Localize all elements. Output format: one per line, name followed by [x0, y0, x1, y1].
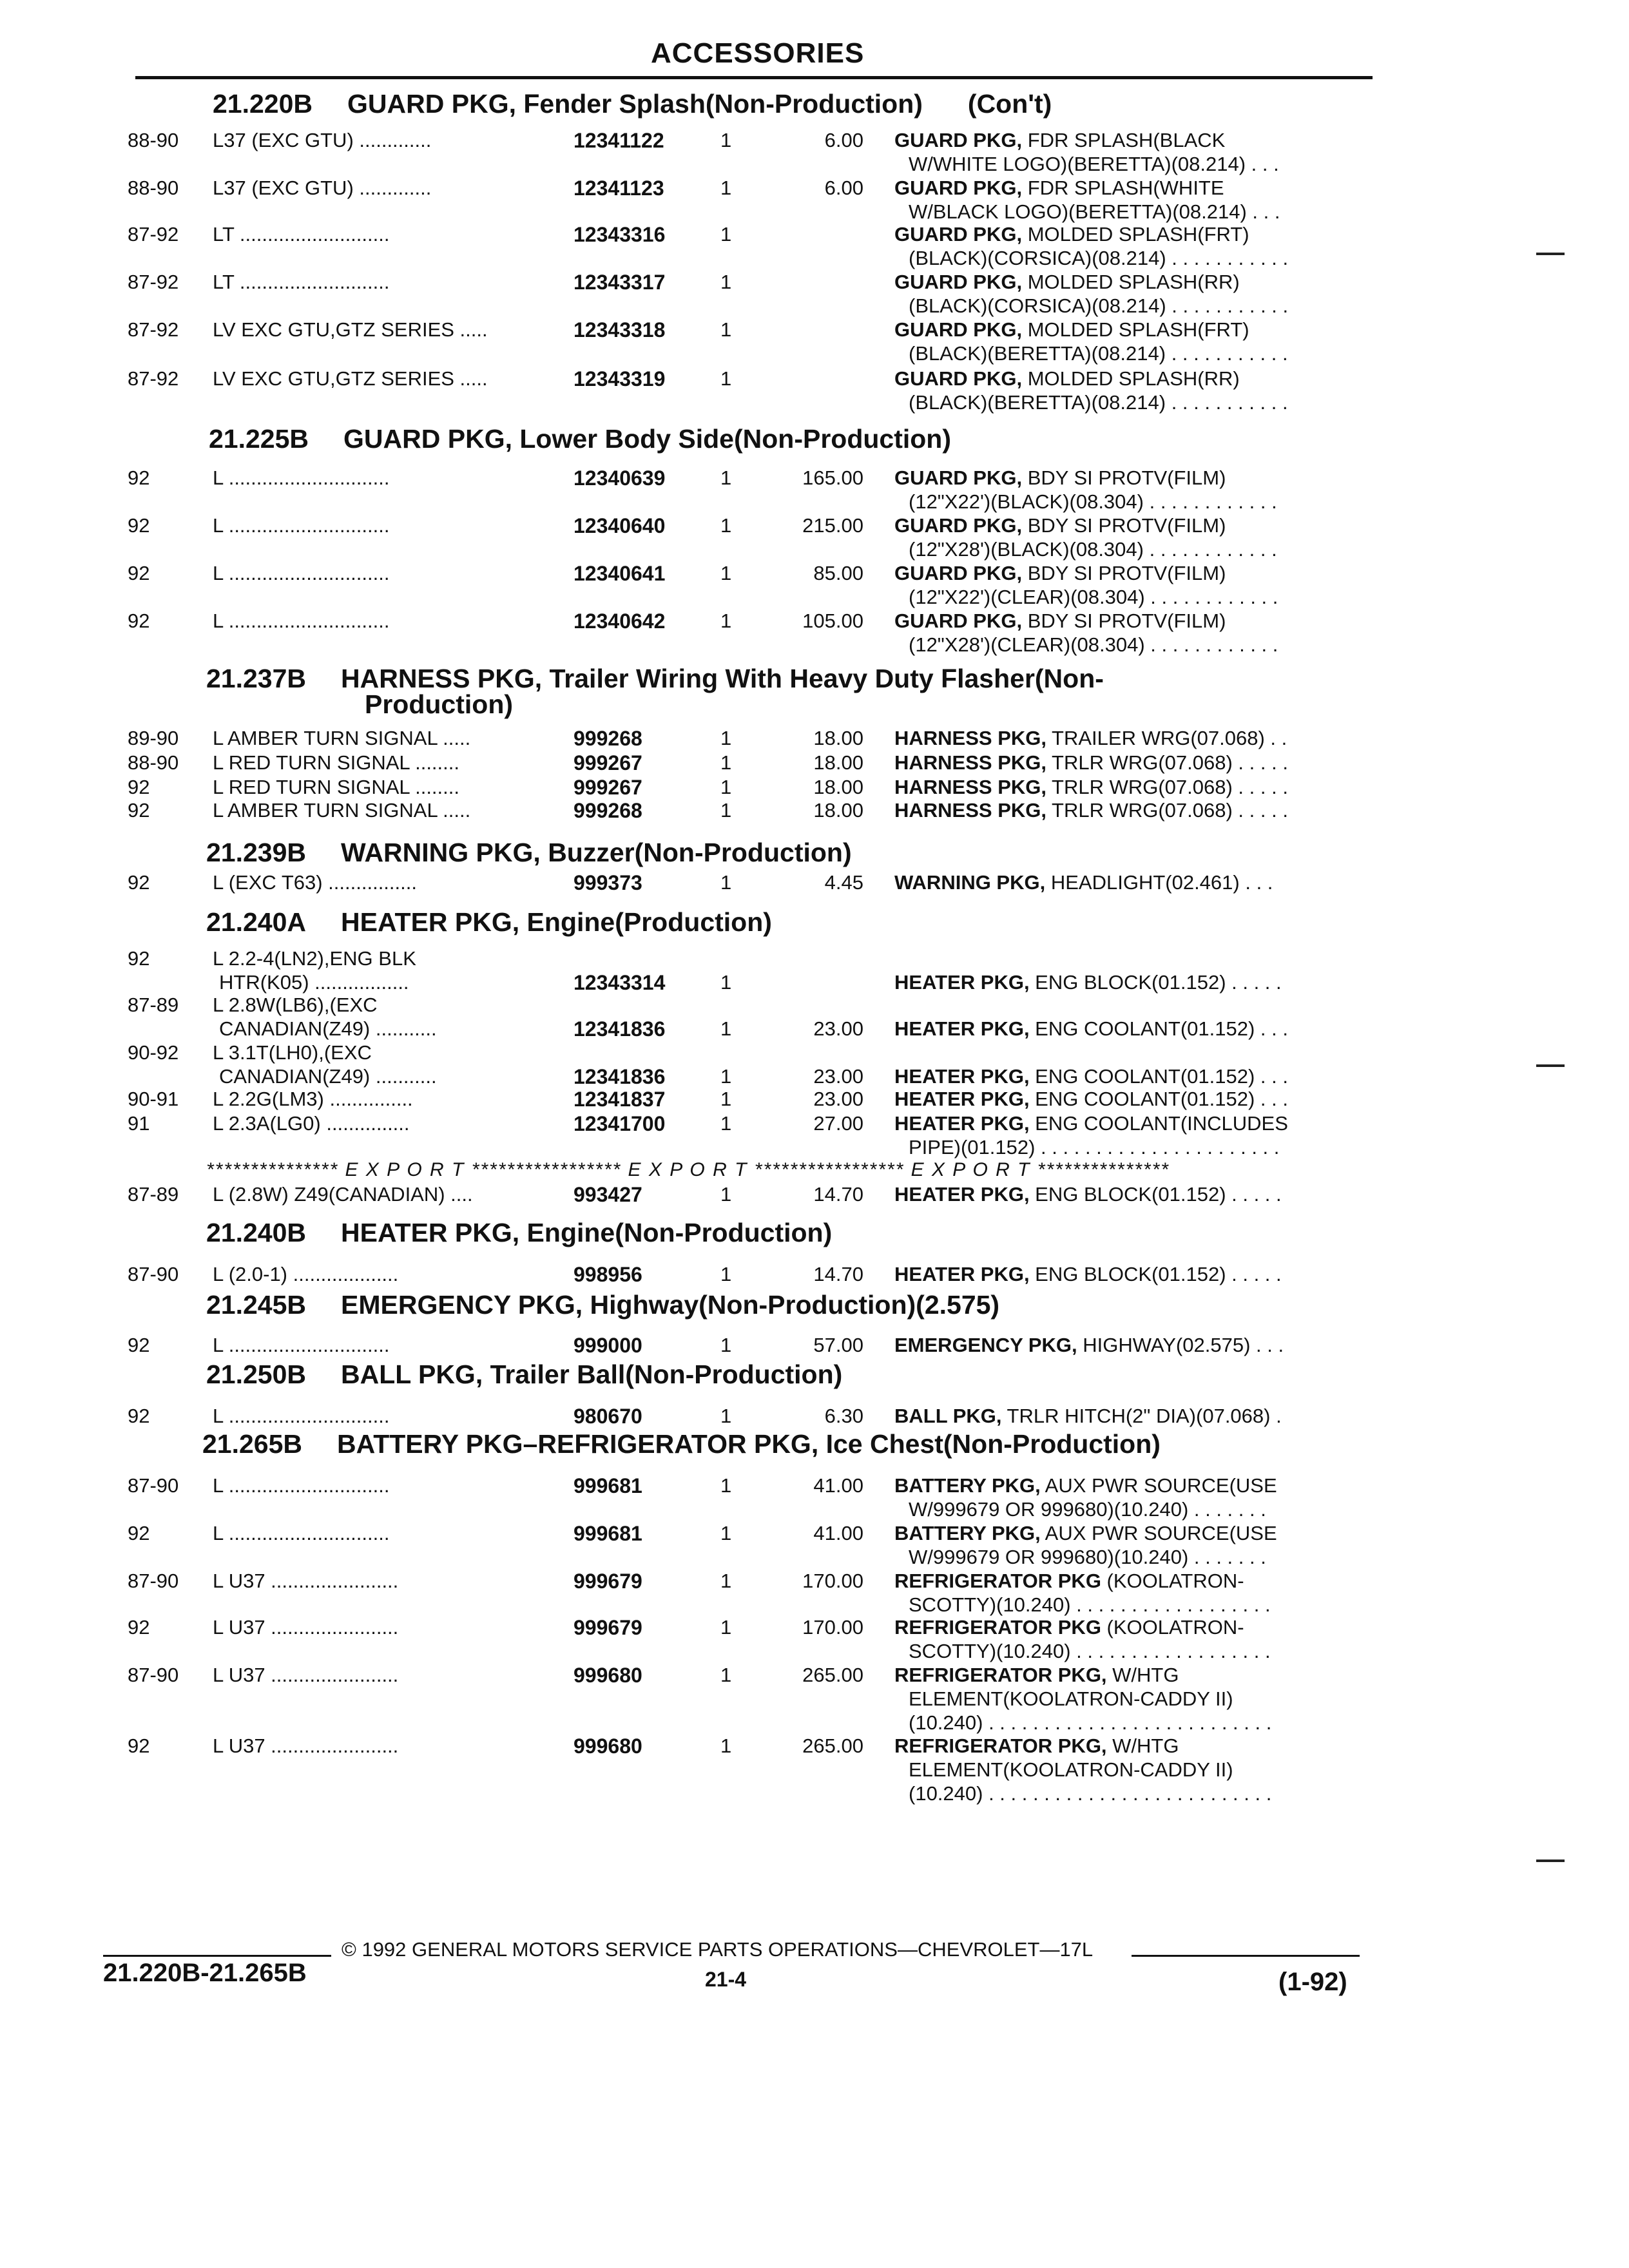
model-years: 92	[128, 1405, 150, 1427]
model-years: 87-90	[128, 1570, 179, 1592]
quantity: 1	[720, 610, 732, 632]
description-keyword: GUARD PKG,	[894, 129, 1023, 151]
part-description: GUARD PKG, MOLDED SPLASH(RR)	[894, 271, 1240, 293]
part-description: BALL PKG, TRLR HITCH(2" DIA)(07.068) .	[894, 1405, 1282, 1427]
footer-date: (1-92)	[1278, 1968, 1347, 1996]
parts-row	[0, 799, 1629, 822]
section-heading	[209, 424, 951, 454]
part-description: EMERGENCY PKG, HIGHWAY(02.575) . . .	[894, 1334, 1284, 1356]
section-heading	[206, 664, 1104, 693]
model-years: 88-90	[128, 177, 179, 199]
section-title: HEATER PKG, Engine(Non-Production)	[341, 1218, 833, 1247]
description-keyword: GUARD PKG,	[894, 367, 1023, 390]
quantity: 1	[720, 751, 732, 774]
price: 41.00	[813, 1522, 863, 1544]
part-description: REFRIGERATOR PKG (KOOLATRON-	[894, 1570, 1244, 1592]
model-usage: L37 (EXC GTU) .............	[213, 177, 432, 199]
model-years: 92	[128, 947, 150, 970]
model-usage: L U37 .......................	[213, 1570, 399, 1592]
quantity: 1	[720, 727, 732, 749]
model-years: 87-90	[128, 1263, 179, 1285]
model-usage: L .............................	[213, 466, 390, 489]
model-usage: L .............................	[213, 562, 390, 584]
part-description: HARNESS PKG, TRLR WRG(07.068) . . . . .	[894, 799, 1288, 822]
description-cont: (12"X22')(CLEAR)(08.304) . . . . . . . . . . . .	[909, 586, 1278, 608]
footer-copyright: © 1992 GENERAL MOTORS SERVICE PARTS OPERATIONS—CHEVROLET—17L	[342, 1938, 1094, 1961]
part-description: HARNESS PKG, TRLR WRG(07.068) . . . . .	[894, 751, 1288, 774]
part-description: HEATER PKG, ENG BLOCK(01.152) . . . . .	[894, 1263, 1282, 1285]
part-number: 999680	[574, 1664, 642, 1687]
price: 18.00	[813, 776, 863, 798]
model-usage: L U37 .......................	[213, 1664, 399, 1686]
model-usage: L U37 .......................	[213, 1735, 399, 1757]
description-cont: W/BLACK LOGO)(BERETTA)(08.214) . . .	[909, 200, 1280, 223]
part-description: GUARD PKG, BDY SI PROTV(FILM)	[894, 466, 1226, 489]
model-years: 92	[128, 514, 150, 537]
part-number: 999268	[574, 727, 642, 750]
part-number: 12341836	[574, 1017, 666, 1041]
part-number: 12343319	[574, 367, 666, 390]
quantity: 1	[720, 871, 732, 894]
description-keyword: GUARD PKG,	[894, 610, 1023, 632]
model-usage: LV EXC GTU,GTZ SERIES .....	[213, 367, 488, 390]
price: 57.00	[813, 1334, 863, 1356]
section-title: BALL PKG, Trailer Ball(Non-Production)	[341, 1360, 843, 1389]
model-years: 92	[128, 799, 150, 822]
model-usage-cont: CANADIAN(Z49) ...........	[219, 1017, 437, 1040]
model-usage-cont: HTR(K05) .................	[219, 971, 409, 994]
quantity: 1	[720, 1474, 732, 1497]
model-years: 89-90	[128, 727, 179, 749]
description-keyword: HEATER PKG,	[894, 1088, 1030, 1110]
model-years: 87-92	[128, 367, 179, 390]
quantity: 1	[720, 1522, 732, 1544]
parts-row	[0, 610, 1629, 633]
description-cont: W/WHITE LOGO)(BERETTA)(08.214) . . .	[909, 153, 1279, 175]
parts-row	[0, 271, 1629, 294]
description-keyword: WARNING PKG,	[894, 871, 1046, 894]
model-usage: L RED TURN SIGNAL ........	[213, 776, 459, 798]
price: 170.00	[802, 1616, 863, 1639]
model-usage: LT ...........................	[213, 223, 390, 245]
part-number: 12343314	[574, 971, 666, 994]
section-title: GUARD PKG, Lower Body Side(Non-Production)	[343, 424, 951, 454]
description-cont: SCOTTY)(10.240) . . . . . . . . . . . . . . . . . .	[909, 1593, 1271, 1616]
section-heading	[206, 1218, 832, 1247]
description-cont: ELEMENT(KOOLATRON-CADDY II)	[909, 1687, 1233, 1710]
part-description: GUARD PKG, MOLDED SPLASH(RR)	[894, 367, 1240, 390]
description-keyword: HEATER PKG,	[894, 971, 1030, 994]
model-years: 92	[128, 776, 150, 798]
description-cont: (BLACK)(CORSICA)(08.214) . . . . . . . . . . .	[909, 247, 1289, 269]
section-code: 21.265B	[202, 1429, 303, 1459]
model-usage: LT ...........................	[213, 271, 390, 293]
part-description: REFRIGERATOR PKG, W/HTG	[894, 1735, 1179, 1757]
section-title: GUARD PKG, Fender Splash(Non-Production)	[347, 89, 923, 119]
parts-row	[0, 727, 1629, 750]
part-number: 999679	[574, 1616, 642, 1639]
continued-label: (Con't)	[967, 89, 1052, 119]
quantity: 1	[720, 223, 732, 245]
model-usage: L .............................	[213, 610, 390, 632]
price: 105.00	[802, 610, 863, 632]
quantity: 1	[720, 971, 732, 994]
model-years: 88-90	[128, 751, 179, 774]
model-years: 92	[128, 562, 150, 584]
section-heading	[206, 907, 772, 937]
section-heading	[202, 1429, 1161, 1459]
section-heading	[206, 838, 852, 867]
part-description: REFRIGERATOR PKG, W/HTG	[894, 1664, 1179, 1686]
quantity: 1	[720, 562, 732, 584]
part-number: 12340640	[574, 514, 666, 537]
model-usage: L RED TURN SIGNAL ........	[213, 751, 459, 774]
model-years: 87-92	[128, 223, 179, 245]
parts-row	[0, 1735, 1629, 1758]
description-keyword: HEATER PKG,	[894, 1263, 1030, 1285]
quantity: 1	[720, 514, 732, 537]
description-keyword: GUARD PKG,	[894, 514, 1023, 537]
section-code: 21.245B	[206, 1290, 307, 1320]
description-cont: (12"X22')(BLACK)(08.304) . . . . . . . . . . . .	[909, 490, 1277, 513]
price: 6.00	[824, 177, 863, 199]
model-usage: L (2.8W) Z49(CANADIAN) ....	[213, 1183, 473, 1206]
section-title: EMERGENCY PKG, Highway(Non-Production)(2.575)	[341, 1290, 1000, 1320]
part-description: GUARD PKG, FDR SPLASH(BLACK	[894, 129, 1226, 151]
part-description: BATTERY PKG, AUX PWR SOURCE(USE	[894, 1522, 1277, 1544]
part-number: 999267	[574, 776, 642, 799]
model-years: 87-90	[128, 1664, 179, 1686]
quantity: 1	[720, 129, 732, 151]
quantity: 1	[720, 1664, 732, 1686]
parts-row	[0, 776, 1629, 799]
description-keyword: REFRIGERATOR PKG,	[894, 1735, 1107, 1757]
part-description: HEATER PKG, ENG BLOCK(01.152) . . . . .	[894, 971, 1282, 994]
header-rule	[135, 76, 1373, 79]
parts-row	[0, 1474, 1629, 1497]
model-usage: L .............................	[213, 514, 390, 537]
model-years: 92	[128, 871, 150, 894]
parts-row	[0, 1088, 1629, 1111]
price: 23.00	[813, 1065, 863, 1088]
section-heading	[206, 1360, 842, 1389]
part-description: HEATER PKG, ENG COOLANT(01.152) . . .	[894, 1065, 1288, 1088]
model-usage: L .............................	[213, 1334, 390, 1356]
section-code: 21.240A	[206, 907, 307, 937]
quantity: 1	[720, 1334, 732, 1356]
footer-section-range: 21.220B-21.265B	[103, 1959, 307, 1987]
part-description: GUARD PKG, MOLDED SPLASH(FRT)	[894, 318, 1249, 341]
description-cont: (10.240) . . . . . . . . . . . . . . . . . . . . . . . . . .	[909, 1711, 1272, 1734]
part-number: 999681	[574, 1522, 642, 1545]
description-cont: (BLACK)(CORSICA)(08.214) . . . . . . . . . . .	[909, 294, 1289, 317]
price: 14.70	[813, 1263, 863, 1285]
model-usage: L37 (EXC GTU) .............	[213, 129, 432, 151]
model-years: 87-92	[128, 271, 179, 293]
description-keyword: BALL PKG,	[894, 1405, 1002, 1427]
description-keyword: HEATER PKG,	[894, 1017, 1030, 1040]
part-description: GUARD PKG, BDY SI PROTV(FILM)	[894, 514, 1226, 537]
parts-row	[0, 1183, 1629, 1206]
part-number: 12341123	[574, 177, 664, 200]
parts-row	[0, 367, 1629, 390]
parts-row	[0, 318, 1629, 341]
part-number: 12340641	[574, 562, 666, 585]
model-usage: L .............................	[213, 1474, 390, 1497]
part-number: 12341837	[574, 1088, 666, 1111]
price: 6.00	[824, 129, 863, 151]
part-number: 12341836	[574, 1065, 666, 1088]
quantity: 1	[720, 776, 732, 798]
description-cont: (12"X28')(CLEAR)(08.304) . . . . . . . . . . . .	[909, 633, 1278, 656]
quantity: 1	[720, 177, 732, 199]
quantity: 1	[720, 1017, 732, 1040]
price: 23.00	[813, 1017, 863, 1040]
description-cont: ELEMENT(KOOLATRON-CADDY II)	[909, 1758, 1233, 1781]
part-number: 12343318	[574, 318, 666, 341]
model-usage: L 2.2-4(LN2),ENG BLK	[213, 947, 416, 970]
model-usage: L 2.3A(LG0) ...............	[213, 1112, 410, 1135]
part-number: 12341122	[574, 129, 664, 152]
description-keyword: HEATER PKG,	[894, 1183, 1030, 1206]
quantity: 1	[720, 1405, 732, 1427]
price: 23.00	[813, 1088, 863, 1110]
price: 165.00	[802, 466, 863, 489]
parts-row	[0, 1664, 1629, 1687]
description-keyword: HARNESS PKG,	[894, 776, 1046, 798]
model-years: 91	[128, 1112, 150, 1135]
section-title-cont: Production)	[365, 689, 514, 719]
price: 18.00	[813, 727, 863, 749]
quantity: 1	[720, 466, 732, 489]
model-usage-cont: CANADIAN(Z49) ...........	[219, 1065, 437, 1088]
part-description: WARNING PKG, HEADLIGHT(02.461) . . .	[894, 871, 1273, 894]
part-number: 998956	[574, 1263, 642, 1286]
description-cont: (BLACK)(BERETTA)(08.214) . . . . . . . . . . .	[909, 391, 1288, 414]
quantity: 1	[720, 367, 732, 390]
price: 6.30	[824, 1405, 863, 1427]
margin-mark	[1536, 253, 1565, 255]
section-title: BATTERY PKG–REFRIGERATOR PKG, Ice Chest(Non-Production)	[337, 1429, 1161, 1459]
description-cont: W/999679 OR 999680)(10.240) . . . . . . .	[909, 1498, 1266, 1521]
section-heading	[206, 1290, 999, 1320]
model-years: 87-89	[128, 1183, 179, 1206]
parts-row	[0, 177, 1629, 200]
description-keyword: GUARD PKG,	[894, 177, 1023, 199]
description-keyword: GUARD PKG,	[894, 466, 1023, 489]
part-description: GUARD PKG, BDY SI PROTV(FILM)	[894, 610, 1226, 632]
part-number: 12340642	[574, 610, 666, 633]
model-usage: L 2.2G(LM3) ...............	[213, 1088, 413, 1110]
description-keyword: REFRIGERATOR PKG	[894, 1570, 1101, 1592]
description-keyword: GUARD PKG,	[894, 271, 1023, 293]
part-number: 12340639	[574, 466, 666, 490]
section-code: 21.237B	[206, 664, 307, 693]
model-years: 90-91	[128, 1088, 179, 1110]
part-number: 999268	[574, 799, 642, 822]
margin-mark	[1536, 1064, 1565, 1067]
parts-row	[0, 1334, 1629, 1357]
parts-row	[0, 871, 1629, 894]
quantity: 1	[720, 1183, 732, 1206]
model-years: 92	[128, 1735, 150, 1757]
model-usage: L 3.1T(LH0),(EXC	[213, 1041, 372, 1064]
quantity: 1	[720, 1112, 732, 1135]
part-description: REFRIGERATOR PKG (KOOLATRON-	[894, 1616, 1244, 1639]
quantity: 1	[720, 1263, 732, 1285]
model-years: 87-92	[128, 318, 179, 341]
section-code: 21.240B	[206, 1218, 307, 1247]
description-cont: W/999679 OR 999680)(10.240) . . . . . . .	[909, 1546, 1266, 1568]
part-number: 993427	[574, 1183, 642, 1206]
model-usage: L (2.0-1) ...................	[213, 1263, 399, 1285]
parts-row	[0, 1570, 1629, 1593]
part-description: HEATER PKG, ENG BLOCK(01.152) . . . . .	[894, 1183, 1282, 1206]
description-keyword: REFRIGERATOR PKG,	[894, 1664, 1107, 1686]
model-usage: L .............................	[213, 1405, 390, 1427]
part-number: 999373	[574, 871, 642, 894]
parts-row	[0, 1405, 1629, 1428]
section-title: HARNESS PKG, Trailer Wiring With Heavy Duty Flasher(Non-	[341, 664, 1104, 693]
model-usage: L (EXC T63) ................	[213, 871, 417, 894]
parts-row	[0, 751, 1629, 774]
parts-row	[0, 1522, 1629, 1545]
model-years: 92	[128, 466, 150, 489]
model-years: 92	[128, 1334, 150, 1356]
description-keyword: BATTERY PKG,	[894, 1474, 1041, 1497]
section-code: 21.225B	[209, 424, 309, 454]
parts-row	[0, 223, 1629, 246]
quantity: 1	[720, 271, 732, 293]
description-keyword: GUARD PKG,	[894, 318, 1023, 341]
description-keyword: GUARD PKG,	[894, 223, 1023, 245]
quantity: 1	[720, 1570, 732, 1592]
footer-rule-right	[1132, 1955, 1360, 1957]
model-usage: L AMBER TURN SIGNAL .....	[213, 799, 471, 822]
model-years: 90-92	[128, 1041, 179, 1064]
model-years: 88-90	[128, 129, 179, 151]
description-cont: (BLACK)(BERETTA)(08.214) . . . . . . . . . . .	[909, 342, 1288, 365]
parts-row	[0, 514, 1629, 537]
margin-mark	[1536, 1860, 1565, 1862]
price: 18.00	[813, 799, 863, 822]
part-number: 980670	[574, 1405, 642, 1428]
model-years: 92	[128, 610, 150, 632]
part-number: 12343317	[574, 271, 666, 294]
quantity: 1	[720, 1065, 732, 1088]
page-title: ACCESSORIES	[651, 37, 865, 69]
section-heading	[213, 89, 1052, 119]
part-description: HEATER PKG, ENG COOLANT(01.152) . . .	[894, 1017, 1288, 1040]
footer-rule-left	[103, 1955, 331, 1957]
description-cont: SCOTTY)(10.240) . . . . . . . . . . . . . . . . . .	[909, 1640, 1271, 1662]
part-description: GUARD PKG, MOLDED SPLASH(FRT)	[894, 223, 1249, 245]
price: 265.00	[802, 1735, 863, 1757]
description-cont: PIPE)(01.152) . . . . . . . . . . . . . . . . . . . . . .	[909, 1136, 1280, 1158]
part-number: 999680	[574, 1735, 642, 1758]
quantity: 1	[720, 1616, 732, 1639]
section-title: HEATER PKG, Engine(Production)	[341, 907, 772, 937]
parts-row	[0, 1616, 1629, 1639]
parts-row	[0, 129, 1629, 152]
model-years: 92	[128, 1522, 150, 1544]
parts-row	[0, 1112, 1629, 1135]
model-years: 87-90	[128, 1474, 179, 1497]
model-usage: L U37 .......................	[213, 1616, 399, 1639]
model-years: 92	[128, 1616, 150, 1639]
quantity: 1	[720, 318, 732, 341]
part-number: 12343316	[574, 223, 666, 246]
part-description: GUARD PKG, FDR SPLASH(WHITE	[894, 177, 1224, 199]
parts-row	[0, 466, 1629, 490]
description-keyword: HARNESS PKG,	[894, 799, 1046, 822]
model-usage: L .............................	[213, 1522, 390, 1544]
price: 85.00	[813, 562, 863, 584]
part-number: 999267	[574, 751, 642, 774]
quantity: 1	[720, 1088, 732, 1110]
price: 18.00	[813, 751, 863, 774]
quantity: 1	[720, 799, 732, 822]
parts-row	[0, 1263, 1629, 1286]
description-keyword: HARNESS PKG,	[894, 751, 1046, 774]
description-keyword: HEATER PKG,	[894, 1112, 1030, 1135]
part-number: 999681	[574, 1474, 642, 1497]
export-divider: *************** E X P O R T ***************** E X P O R T ***************** E X P O R T ***************	[206, 1159, 1170, 1180]
model-usage: LV EXC GTU,GTZ SERIES .....	[213, 318, 488, 341]
description-keyword: EMERGENCY PKG,	[894, 1334, 1077, 1356]
price: 265.00	[802, 1664, 863, 1686]
description-keyword: GUARD PKG,	[894, 562, 1023, 584]
description-cont: (12"X28')(BLACK)(08.304) . . . . . . . . . . . .	[909, 538, 1277, 561]
price: 215.00	[802, 514, 863, 537]
part-description: HARNESS PKG, TRAILER WRG(07.068) . .	[894, 727, 1287, 749]
price: 41.00	[813, 1474, 863, 1497]
description-keyword: BATTERY PKG,	[894, 1522, 1041, 1544]
part-description: HARNESS PKG, TRLR WRG(07.068) . . . . .	[894, 776, 1288, 798]
section-title: WARNING PKG, Buzzer(Non-Production)	[341, 838, 852, 867]
quantity: 1	[720, 1735, 732, 1757]
description-keyword: HARNESS PKG,	[894, 727, 1046, 749]
price: 14.70	[813, 1183, 863, 1206]
part-number: 999679	[574, 1570, 642, 1593]
price: 4.45	[824, 871, 863, 894]
part-description: HEATER PKG, ENG COOLANT(INCLUDES	[894, 1112, 1288, 1135]
part-description: BATTERY PKG, AUX PWR SOURCE(USE	[894, 1474, 1277, 1497]
part-description: GUARD PKG, BDY SI PROTV(FILM)	[894, 562, 1226, 584]
section-code: 21.220B	[213, 89, 313, 119]
section-code: 21.239B	[206, 838, 307, 867]
part-number: 999000	[574, 1334, 642, 1357]
part-number: 12341700	[574, 1112, 666, 1135]
part-description: HEATER PKG, ENG COOLANT(01.152) . . .	[894, 1088, 1288, 1110]
section-code: 21.250B	[206, 1360, 307, 1389]
description-keyword: REFRIGERATOR PKG	[894, 1616, 1101, 1639]
footer-page-number: 21-4	[705, 1968, 747, 1991]
parts-row	[0, 562, 1629, 585]
description-cont: (10.240) . . . . . . . . . . . . . . . . . . . . . . . . . .	[909, 1782, 1272, 1805]
description-keyword: HEATER PKG,	[894, 1065, 1030, 1088]
model-years: 87-89	[128, 994, 179, 1016]
model-usage: L AMBER TURN SIGNAL .....	[213, 727, 471, 749]
price: 27.00	[813, 1112, 863, 1135]
price: 170.00	[802, 1570, 863, 1592]
model-usage: L 2.8W(LB6),(EXC	[213, 994, 378, 1016]
